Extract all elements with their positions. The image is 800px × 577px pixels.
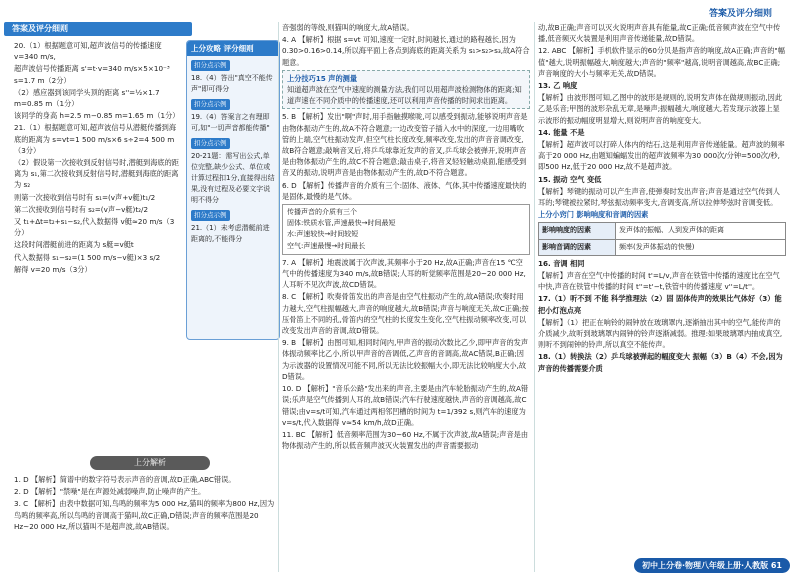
answer-line: 3. C 【解析】由表中数据可知,鸟鸣的频率为5 000 Hz,猫叫的频率为800 Hz,因为鸟鸣的频率高,所以鸟鸣的音调高于猫叫,故C正确,D错误;声音的频率范围是20 Hz~20 000 Hz,所以猫叫不是超声波,故AB错误。 — [14, 499, 275, 531]
sidebox-item — [187, 95, 279, 134]
diagram-row: 空气:声速最慢→时间最长 — [287, 241, 366, 250]
diagram-row: 水:声速较快→时间较短 — [287, 230, 359, 239]
table-cell: 发声体的振幅、人到发声体的距离 — [616, 223, 786, 239]
table-row — [539, 223, 786, 239]
influence-table — [538, 222, 786, 255]
sidebox-item — [187, 134, 279, 206]
sidebox-tag: 扣分点示例 — [191, 60, 230, 71]
sidebox-text: 19.（4）答案言之有理即可,如"一切声音都能传播" — [191, 113, 270, 132]
col2-line: 4. A 【解析】根据 s=vt 可知,速度一定时,时间越长,通过的路程越长,因为0.30>0.16>0.14,所以海平面上各点到海底的距离关系为 s₁>s₂>s₃,故A符合题意。 — [282, 35, 530, 67]
col1-line: 则第一次接收到信号时有 s₁=(v声+v艇)t₁/2 — [14, 192, 156, 202]
col1-line: 21.（1）根据题意可知,超声波信号从潜艇传播到海底的距离为 s=vt=1 500 m/s×6 s÷2=4 500 m（3分） — [14, 123, 177, 155]
tip-box — [282, 70, 530, 110]
column-2 — [282, 22, 530, 452]
col1-line: （2）感应器到该同学头顶的距离 s''=½×1.7 m=0.85 m（1分） — [14, 87, 160, 109]
col2-line: 5. B 【解析】发出"啊"声时,用手指触摸喉咙,可以感受到振动,能够说明声音是由物体振动产生的,故A不符合题意;一边改变管子插入水中的深度,一边用嘴吹管的上端,空气柱振动发声,但空气柱长度改变,频率改变,发出的声音音调改变,故B符合题意;敲响音叉后,将乒乓球靠近发声的音叉,乒乓球会被弹开,说明声音是由物体振动产生的,故C不符合题意;敲击桌子,将音叉轻轻触动桌面,能感受到音叉的振动,说明声音是由物体振动产生的,故D不符合题意。 — [282, 112, 528, 178]
col1-line: 解得 v=20 m/s（3分） — [14, 264, 92, 274]
col3-line: 【解析】声音在空气中传播的时间 t'=L/v,声音在铁管中传播的速度比在空气中快,声音在铁管中传播的时间 t''=t'−t,铁管中的传播速度 v''=L/t''。 — [538, 271, 780, 292]
column-divider — [278, 22, 279, 572]
col3-line: 18.（1）转换法（2）乒乓球被弹起的幅度变大 振幅（3）B（4）不会,因为声音的传播需要介质 — [538, 352, 783, 373]
col3-line: 15. 振动 空气 变低 — [538, 174, 602, 184]
answer-line: 1. D 【解析】简谱中的数字符号表示声音的音调,故D正确,ABC错误。 — [14, 475, 236, 484]
col2-line: 8. C 【解析】吹奏骨笛发出的声音是由空气柱振动产生的,故A错误;吹奏时用力越大,空气柱振幅越大,声音的响度越大,故B错误;声音与响度无关,故C正确;按压骨笛上不同的孔,骨笛内的空气柱的长度发生变化,空气柱振动频率改变,可以改变发出声音的音调,故D错误。 — [282, 292, 529, 336]
sidebox-title: 上分攻略 评分细则 — [187, 41, 279, 56]
tip-text: 知道超声波在空气中速度的测量方法,我们可以用超声波检测物体的距离;知道声速在不同介质中的传播速度,还可以利用声音传播的时间求出距离。 — [287, 85, 522, 106]
col1-line: 该同学的身高 h=2.5 m−0.85 m=1.65 m（1分） — [14, 111, 180, 121]
col2-line: 音强弱的等级,则猫叫的响度大,故A错误。 — [282, 23, 414, 32]
col3-line: 动,故B正确;声音可以灭火说明声音具有能量,故C正确;低音频声波在空气中传播,低音频灭火装置是利用声音传递能量,故D错误。 — [538, 23, 781, 44]
media-diagram — [282, 204, 530, 255]
diagram-row: 固体:铁质水管,声速最快→时间最短 — [287, 219, 396, 228]
column-1 — [14, 40, 182, 276]
answer-line: 2. D 【解析】"禁噪"是在声源处减弱噪声,防止噪声的产生。 — [14, 487, 206, 497]
sidebox-text: 21.（1）未考虑潜艇前进距离的,不能得分 — [191, 224, 270, 243]
col2-line: 6. D 【解析】传播声音的介质有三个:固体、液体、气体,其中传播速度最快的是固体,最慢的是气体。 — [282, 180, 527, 201]
page-footer: 初中上分卷·物理八年级上册·人教版 61 — [634, 558, 790, 573]
column-divider — [534, 22, 535, 572]
banner-title: 答案及评分细则 — [4, 22, 192, 36]
col1-line: 第二次接收到信号时有 s₂=(v声−v艇)t₂/2 — [14, 204, 149, 214]
header-title: 答案及评分细则 — [708, 9, 772, 19]
sidebox-tag: 扣分点示例 — [191, 138, 230, 149]
col2-line: 11. BC 【解析】低音频率范围为30~60 Hz,不属于次声波,故A错误;声音是由物体振动产生的,所以低音频声波灭火装置发出的声音需要振动 — [282, 429, 529, 451]
diagram-label: 传播声音的介质有三个 — [287, 208, 357, 217]
col3-line: 【解析】由波形图可知,乙图中的波形是规则的,说明发声体在做规则振动,因此乙是乐音;甲图的波形杂乱无章,是噪声;振幅越大,响度越大,若发现示波器上显示波形的振动幅度明显增大,则说明声音的响度变大。 — [538, 93, 783, 125]
sidebox-text: 20-21题：需写出公式,单位完整,缺少公式、单位或计算过程扣1分,直接得出结果,没有过程及必要文字说明不得分 — [191, 152, 275, 204]
tip-title: 上分技巧15 声的测量 — [287, 73, 358, 83]
col1-line: 这段时间潜艇前进的距离为 s艇=v艇t — [14, 240, 134, 250]
col3-line: 【解析】超声波可以打碎人体内的结石,这是利用声音传递能量。超声波的频率高于20 000 Hz,由题知蝙蝠发出的超声波频率为30 000次/分钟=500次/秒,即500 Hz,低于20 000 Hz,故不是超声波。 — [538, 140, 785, 172]
column-1-answers — [14, 474, 278, 533]
sidebox-item — [187, 206, 279, 245]
col1-line: （2）假设第一次接收到反射信号时,潜艇到海底的距离为 s₁,第二次接收到反射信号时,潜艇到海底的距离为 s₂ — [14, 158, 179, 190]
table-cell: 频率(发声体振动的快慢) — [616, 239, 786, 255]
section-bar: 上分解析 — [90, 456, 210, 470]
col3-line: 14. 能量 不是 — [538, 127, 585, 137]
table-cell: 影响响度的因素 — [539, 223, 616, 239]
column-3 — [538, 22, 786, 375]
col2-line: 10. D 【解析】"音乐公路"发出来的声音,主要是由汽车轮胎振动产生的,故A错误;乐声是空气传播到人耳的,故B错误;汽车行驶速度越快,声音的音调越高,故C错误;由v=s/t可知,汽车通过两相邻凹槽的时间为 t=1/392 s,则汽车的速度为 v=s/t,代入数据得 v≈54 km/h,故D正确。 — [282, 384, 529, 427]
sidebox-text: 18.（4）答出"真空不能传声"即可得分 — [191, 74, 273, 93]
col3-line: 【解析】（1）把正在响铃的闹钟放在玻璃罩内,逐渐抽出其中的空气,能传声的介质减少,故听到玻璃罩内闹钟的铃声逐渐减弱。推理:如果玻璃罩内抽成真空,则听不到闹钟的铃声,所以真空不能传声。 — [538, 317, 783, 350]
col3-line: 17.（1）听不到 不能 科学推理法（2）固 固体传声的效果比气体好（3）能把小灯泡点亮 — [538, 294, 782, 315]
col3-tip-title: 上分小窍门 影响响度和音调的因素 — [538, 210, 649, 220]
table-cell: 影响音调的因素 — [539, 239, 616, 255]
col3-line: 13. 乙 响度 — [538, 81, 578, 91]
col3-line: 16. 音调 相同 — [538, 258, 585, 268]
sidebox-item — [187, 56, 279, 95]
col3-line: 12. ABC 【解析】手机软件显示的60分贝是指声音的响度,故A正确;声音的"幅值"越大,说明振幅越大,响度越大;声音的"频率"越高,说明音调越高,故BC正确;声音响度的大小与频率无关,故D错误。 — [538, 46, 785, 78]
sidebox-tag: 扣分点示例 — [191, 99, 230, 110]
col1-line: 代入数据得 s₁−s₂=(1 500 m/s−v艇)×3 s/2 — [14, 252, 161, 262]
table-row — [539, 239, 786, 255]
col3-line: 【解析】琴键的振动可以产生声音,使弹奏时发出声音;声音是通过空气传到人耳的;琴键被拉紧时,琴弦振动频率变大,音调变高,所以拉伸琴弦时音调变低。 — [538, 186, 780, 208]
col2-line: 9. B 【解析】由图可知,相同时间内,甲声音的振动次数比乙少,即甲声音的发声体振动频率比乙小,所以甲声音的音调低,乙声音的音调高,故AC错误,B正确;因为示波器的设置情况可能不同,所以无法比较振幅大小,即无法比较响度大小,故D错误。 — [282, 338, 529, 381]
col1-line: 又 t₁+Δt=t₂+s₁−s₂,代入数据得 v艇≈20 m/s（3分） — [14, 217, 175, 238]
col2-line: 7. A 【解析】地震波属于次声波,其频率小于20 Hz,故A正确;声音在15 ℃空气中的传播速度为340 m/s,故B错误;人耳的听觉频率范围是20~20 000 Hz,人耳听不见次声波,故CD错误。 — [282, 257, 526, 290]
sidebox-tag: 扣分点示例 — [191, 210, 230, 221]
col1-line: 20.（1）根据题意可知,超声波信号的传播速度 v=340 m/s, — [14, 41, 162, 62]
col1-line: 超声波信号传播距离 s'=t·v=340 m/s×5×10⁻³ s=1.7 m（2分） — [14, 64, 170, 85]
scoring-sidebox — [186, 40, 280, 340]
